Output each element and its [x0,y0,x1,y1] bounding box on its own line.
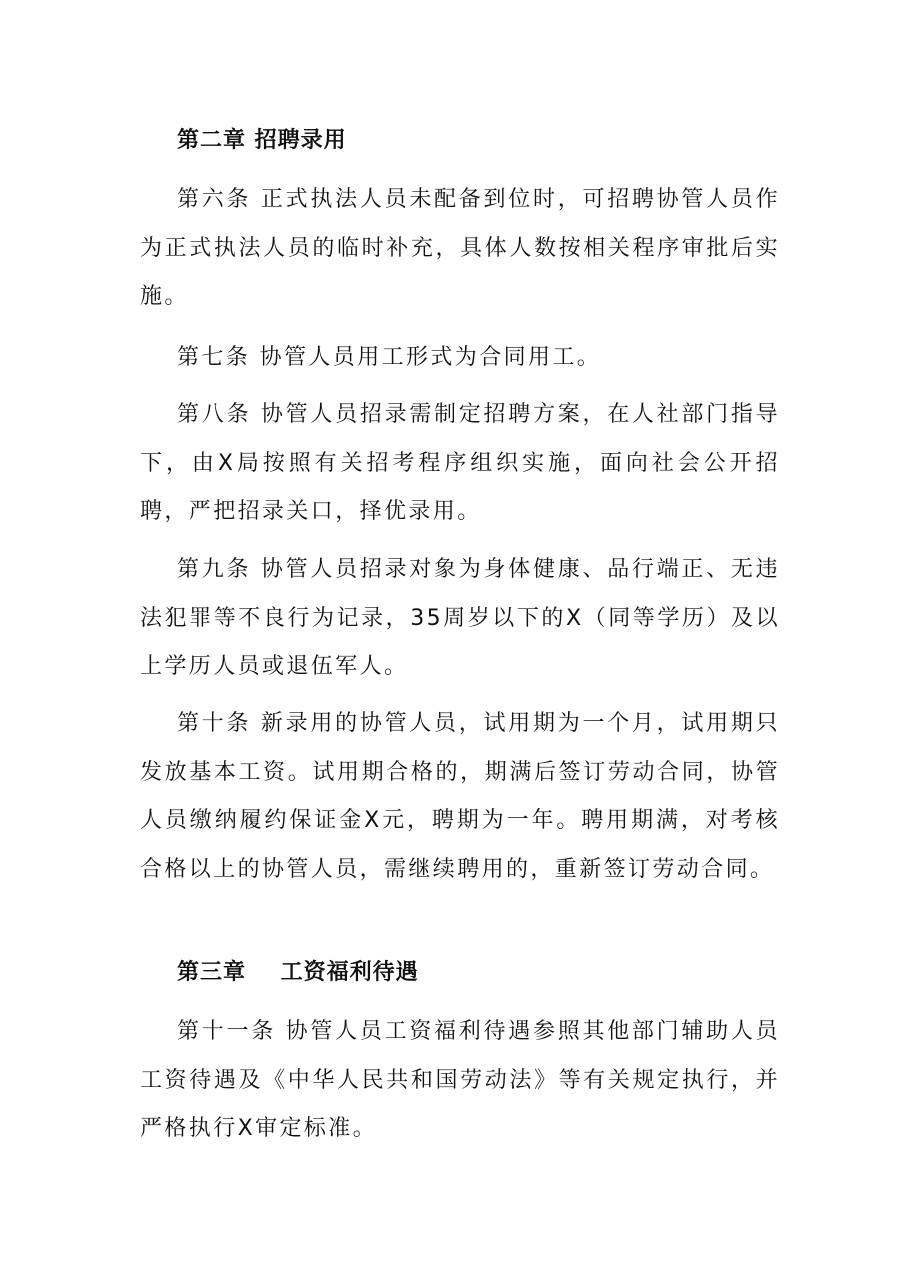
article-paragraph: 第九条 协管人员招录对象为身体健康、品行端正、无违法犯罪等不良行为记录，35周岁以下的X（同等学历）及以上学历人员或退伍军人。 [140,557,780,680]
article-paragraph: 第八条 协管人员招录需制定招聘方案，在人社部门指导下，由X局按照有关招考程序组织实施，面向社会公开招聘，严把招录关口，择优录用。 [140,402,780,525]
article-paragraph: 第七条 协管人员用工形式为合同用工。 [177,345,602,370]
article-paragraph: 第十一条 协管人员工资福利待遇参照其他部门辅助人员工资待遇及《中华人民共和国劳动法》等有关规定执行，并严格执行X审定标准。 [140,1019,780,1142]
article-paragraph: 第六条 正式执法人员未配备到位时，可招聘协管人员作为正式执法人员的临时补充，具体人数按相关程序审批后实施。 [140,187,780,310]
chapter-heading: 第二章 招聘录用 [177,128,347,153]
article-paragraph: 第十条 新录用的协管人员，试用期为一个月，试用期只发放基本工资。试用期合格的，期满后签订劳动合同，协管人员缴纳履约保证金X元，聘期为一年。聘用期满，对考核合格以上的协管人员，需继续聘用的，重新签订劳动合同。 [140,711,780,882]
chapter-heading: 第三章 工资福利待遇 [177,960,419,985]
